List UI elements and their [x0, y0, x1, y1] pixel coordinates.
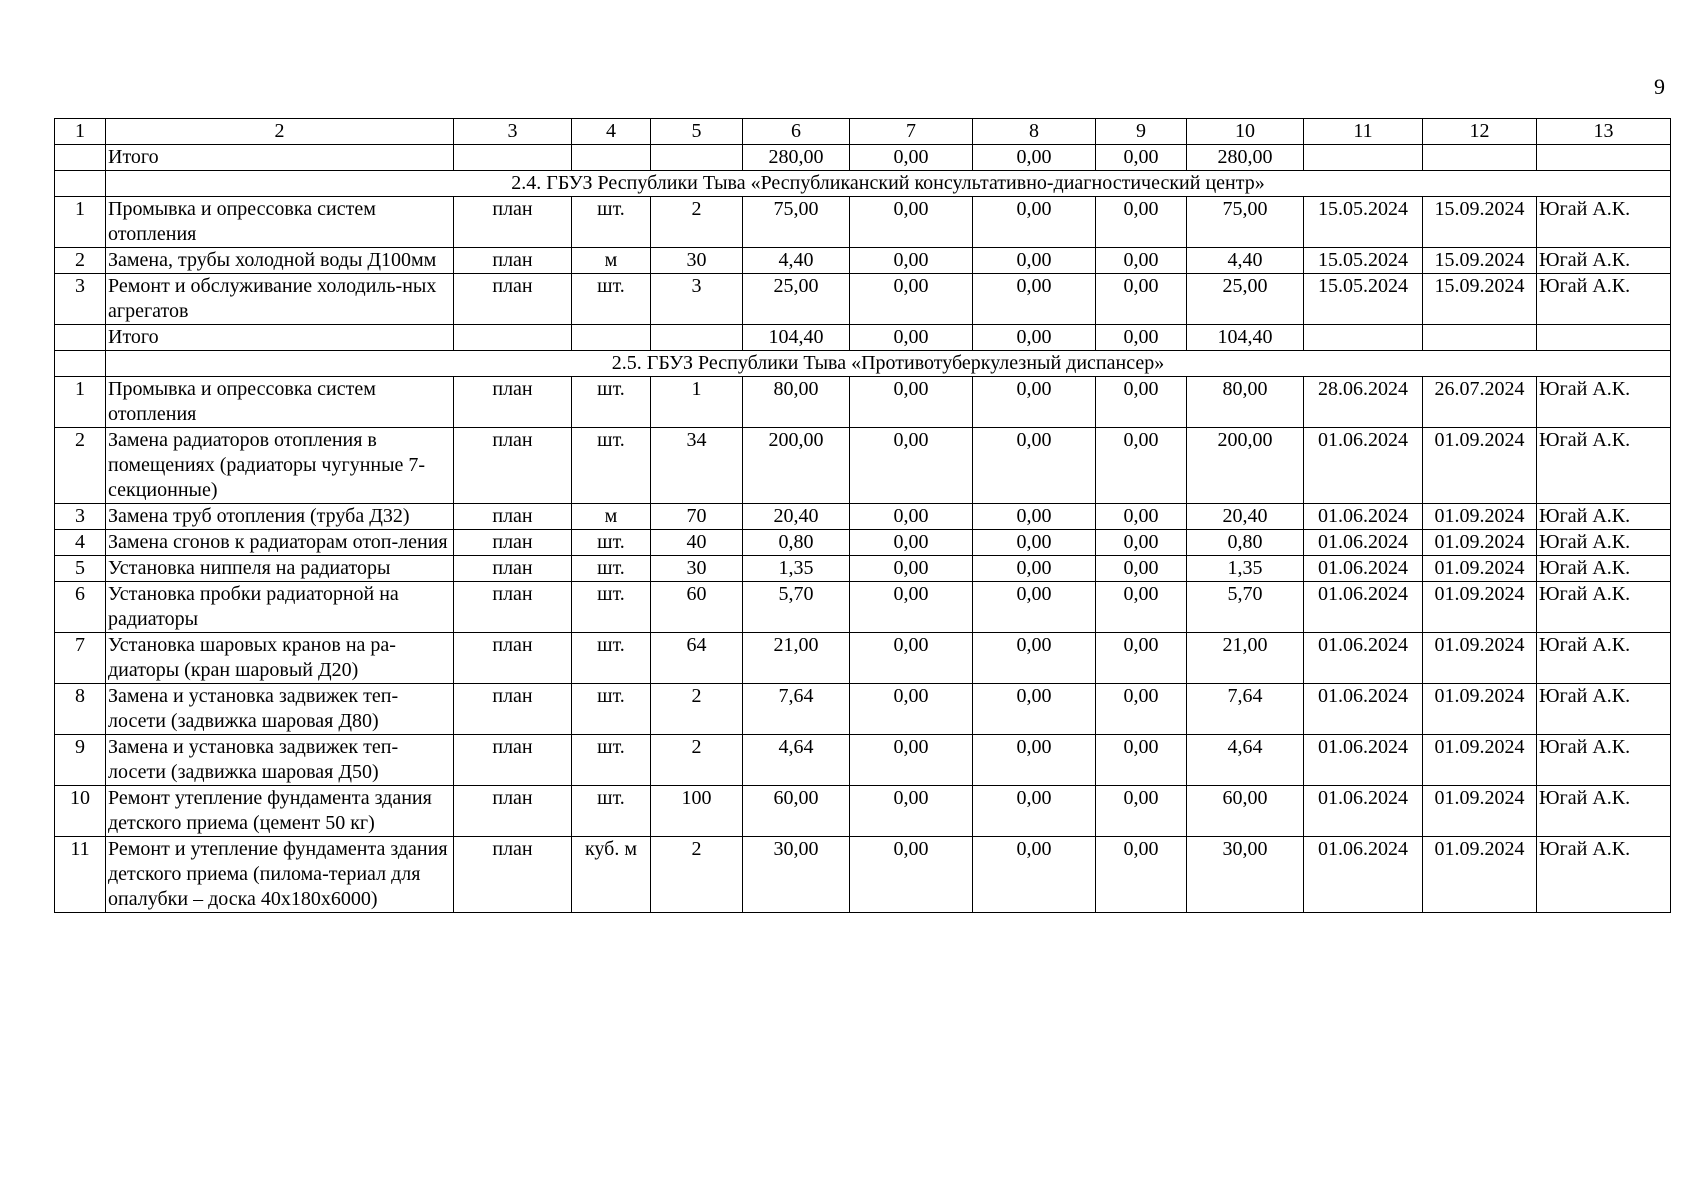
row-number: 6 — [55, 582, 106, 633]
plan-type: план — [454, 735, 572, 786]
amount-c7: 0,00 — [850, 735, 973, 786]
amount-c6: 1,35 — [743, 556, 850, 582]
amount-c7: 0,00 — [850, 582, 973, 633]
start-date: 28.06.2024 — [1304, 377, 1423, 428]
total-c7: 0,00 — [850, 325, 973, 351]
plan-type: план — [454, 837, 572, 913]
row-number: 8 — [55, 684, 106, 735]
section-title-2-5: 2.5. ГБУЗ Республики Тыва «Противотуберкулезный диспансер» — [106, 351, 1671, 377]
row-number: 11 — [55, 837, 106, 913]
amount-c9: 0,00 — [1096, 786, 1187, 837]
section-title-2-4: 2.4. ГБУЗ Республики Тыва «Республиканский консультативно-диагностический центр» — [106, 171, 1671, 197]
row-number: 10 — [55, 786, 106, 837]
work-name: Установка ниппеля на радиаторы — [106, 556, 454, 582]
quantity: 30 — [651, 556, 743, 582]
start-date: 15.05.2024 — [1304, 274, 1423, 325]
table-row — [55, 735, 1671, 786]
column-header: 7 — [850, 119, 973, 145]
responsible: Югай А.К. — [1537, 530, 1671, 556]
column-header: 10 — [1187, 119, 1304, 145]
amount-c6: 4,40 — [743, 248, 850, 274]
start-date: 15.05.2024 — [1304, 248, 1423, 274]
quantity: 100 — [651, 786, 743, 837]
amount-c7: 0,00 — [850, 837, 973, 913]
table-row — [55, 786, 1671, 837]
work-name: Промывка и опрессовка систем отопления — [106, 197, 454, 248]
work-name: Замена и установка задвижек теп-лосети (задвижка шаровая Д50) — [106, 735, 454, 786]
column-header: 2 — [106, 119, 454, 145]
amount-c9: 0,00 — [1096, 530, 1187, 556]
quantity: 3 — [651, 274, 743, 325]
work-name: Замена сгонов к радиаторам отоп-ления — [106, 530, 454, 556]
table-row — [55, 633, 1671, 684]
amount-c6: 21,00 — [743, 633, 850, 684]
column-header: 9 — [1096, 119, 1187, 145]
amount-c10: 60,00 — [1187, 786, 1304, 837]
amount-c10: 0,80 — [1187, 530, 1304, 556]
unit: м — [572, 504, 651, 530]
cell — [572, 145, 651, 171]
quantity: 2 — [651, 735, 743, 786]
total-c9: 0,00 — [1096, 145, 1187, 171]
amount-c8: 0,00 — [973, 786, 1096, 837]
work-name: Ремонт утепление фундамента здания детского приема (цемент 50 кг) — [106, 786, 454, 837]
plan-type: план — [454, 530, 572, 556]
column-header: 11 — [1304, 119, 1423, 145]
amount-c9: 0,00 — [1096, 504, 1187, 530]
table-row — [55, 530, 1671, 556]
amount-c8: 0,00 — [973, 197, 1096, 248]
quantity: 2 — [651, 197, 743, 248]
amount-c6: 80,00 — [743, 377, 850, 428]
amount-c7: 0,00 — [850, 248, 973, 274]
end-date: 26.07.2024 — [1423, 377, 1537, 428]
amount-c8: 0,00 — [973, 504, 1096, 530]
plan-type: план — [454, 197, 572, 248]
unit: шт. — [572, 530, 651, 556]
section-row-2-4 — [55, 171, 1671, 197]
amount-c8: 0,00 — [973, 248, 1096, 274]
row-number: 3 — [55, 504, 106, 530]
total-c9: 0,00 — [1096, 325, 1187, 351]
amount-c6: 5,70 — [743, 582, 850, 633]
end-date: 15.09.2024 — [1423, 248, 1537, 274]
amount-c10: 1,35 — [1187, 556, 1304, 582]
column-header: 5 — [651, 119, 743, 145]
cell — [1537, 145, 1671, 171]
total-label: Итого — [106, 325, 454, 351]
work-name: Замена радиаторов отопления в помещениях (радиаторы чугунные 7-секционные) — [106, 428, 454, 504]
row-number: 1 — [55, 377, 106, 428]
amount-c10: 75,00 — [1187, 197, 1304, 248]
row-number — [55, 171, 106, 197]
responsible: Югай А.К. — [1537, 735, 1671, 786]
amount-c10: 4,64 — [1187, 735, 1304, 786]
unit: шт. — [572, 556, 651, 582]
amount-c7: 0,00 — [850, 377, 973, 428]
amount-c7: 0,00 — [850, 786, 973, 837]
amount-c10: 7,64 — [1187, 684, 1304, 735]
plan-type: план — [454, 248, 572, 274]
end-date: 01.09.2024 — [1423, 837, 1537, 913]
unit: шт. — [572, 274, 651, 325]
row-number — [55, 325, 106, 351]
amount-c10: 5,70 — [1187, 582, 1304, 633]
total-c8: 0,00 — [973, 325, 1096, 351]
amount-c6: 60,00 — [743, 786, 850, 837]
table-row — [55, 556, 1671, 582]
amount-c6: 4,64 — [743, 735, 850, 786]
responsible: Югай А.К. — [1537, 556, 1671, 582]
unit: шт. — [572, 684, 651, 735]
table-row — [55, 504, 1671, 530]
responsible: Югай А.К. — [1537, 837, 1671, 913]
quantity: 64 — [651, 633, 743, 684]
amount-c8: 0,00 — [973, 582, 1096, 633]
start-date: 01.06.2024 — [1304, 633, 1423, 684]
amount-c8: 0,00 — [973, 428, 1096, 504]
amount-c10: 20,40 — [1187, 504, 1304, 530]
end-date: 01.09.2024 — [1423, 684, 1537, 735]
quantity: 34 — [651, 428, 743, 504]
quantity: 1 — [651, 377, 743, 428]
total-label: Итого — [106, 145, 454, 171]
table-row — [55, 377, 1671, 428]
end-date: 15.09.2024 — [1423, 274, 1537, 325]
amount-c6: 30,00 — [743, 837, 850, 913]
amount-c7: 0,00 — [850, 633, 973, 684]
start-date: 01.06.2024 — [1304, 582, 1423, 633]
amount-c6: 25,00 — [743, 274, 850, 325]
amount-c7: 0,00 — [850, 428, 973, 504]
row-number: 7 — [55, 633, 106, 684]
plan-type: план — [454, 504, 572, 530]
row-number: 5 — [55, 556, 106, 582]
amount-c8: 0,00 — [973, 377, 1096, 428]
cell — [454, 145, 572, 171]
quantity: 2 — [651, 837, 743, 913]
total-c10: 280,00 — [1187, 145, 1304, 171]
cell — [1537, 325, 1671, 351]
amount-c6: 7,64 — [743, 684, 850, 735]
amount-c7: 0,00 — [850, 274, 973, 325]
cell — [1304, 325, 1423, 351]
start-date: 01.06.2024 — [1304, 504, 1423, 530]
start-date: 01.06.2024 — [1304, 735, 1423, 786]
unit: м — [572, 248, 651, 274]
work-name: Установка шаровых кранов на ра-диаторы (кран шаровый Д20) — [106, 633, 454, 684]
start-date: 01.06.2024 — [1304, 530, 1423, 556]
table-body — [55, 119, 1671, 913]
unit: шт. — [572, 582, 651, 633]
quantity: 60 — [651, 582, 743, 633]
plan-type: план — [454, 633, 572, 684]
unit: шт. — [572, 633, 651, 684]
amount-c7: 0,00 — [850, 556, 973, 582]
start-date: 01.06.2024 — [1304, 684, 1423, 735]
plan-type: план — [454, 582, 572, 633]
total-c8: 0,00 — [973, 145, 1096, 171]
page-number: 9 — [1654, 74, 1665, 99]
amount-c7: 0,00 — [850, 197, 973, 248]
end-date: 01.09.2024 — [1423, 633, 1537, 684]
column-header: 12 — [1423, 119, 1537, 145]
amount-c8: 0,00 — [973, 530, 1096, 556]
amount-c8: 0,00 — [973, 684, 1096, 735]
plan-type: план — [454, 428, 572, 504]
amount-c9: 0,00 — [1096, 582, 1187, 633]
total-row — [55, 325, 1671, 351]
responsible: Югай А.К. — [1537, 274, 1671, 325]
end-date: 01.09.2024 — [1423, 504, 1537, 530]
row-number: 9 — [55, 735, 106, 786]
end-date: 01.09.2024 — [1423, 428, 1537, 504]
column-header: 3 — [454, 119, 572, 145]
cell — [1423, 145, 1537, 171]
work-name: Замена, трубы холодной воды Д100мм — [106, 248, 454, 274]
amount-c10: 200,00 — [1187, 428, 1304, 504]
unit: шт. — [572, 377, 651, 428]
amount-c9: 0,00 — [1096, 684, 1187, 735]
amount-c9: 0,00 — [1096, 248, 1187, 274]
end-date: 01.09.2024 — [1423, 556, 1537, 582]
total-c6: 280,00 — [743, 145, 850, 171]
total-c7: 0,00 — [850, 145, 973, 171]
start-date: 01.06.2024 — [1304, 786, 1423, 837]
end-date: 01.09.2024 — [1423, 735, 1537, 786]
start-date: 15.05.2024 — [1304, 197, 1423, 248]
amount-c7: 0,00 — [850, 684, 973, 735]
total-c10: 104,40 — [1187, 325, 1304, 351]
table-row — [55, 274, 1671, 325]
amount-c9: 0,00 — [1096, 633, 1187, 684]
amount-c10: 25,00 — [1187, 274, 1304, 325]
plan-type: план — [454, 684, 572, 735]
end-date: 01.09.2024 — [1423, 582, 1537, 633]
end-date: 15.09.2024 — [1423, 197, 1537, 248]
quantity: 2 — [651, 684, 743, 735]
unit: куб. м — [572, 837, 651, 913]
amount-c10: 4,40 — [1187, 248, 1304, 274]
row-number — [55, 145, 106, 171]
amount-c8: 0,00 — [973, 556, 1096, 582]
cell — [454, 325, 572, 351]
responsible: Югай А.К. — [1537, 633, 1671, 684]
amount-c8: 0,00 — [973, 274, 1096, 325]
work-name: Ремонт и обслуживание холодиль-ных агрегатов — [106, 274, 454, 325]
plan-table — [54, 118, 1671, 913]
cell — [1304, 145, 1423, 171]
section-row-2-5 — [55, 351, 1671, 377]
row-number: 4 — [55, 530, 106, 556]
column-number-row — [55, 119, 1671, 145]
start-date: 01.06.2024 — [1304, 428, 1423, 504]
column-header: 8 — [973, 119, 1096, 145]
quantity: 70 — [651, 504, 743, 530]
plan-type: план — [454, 556, 572, 582]
amount-c8: 0,00 — [973, 735, 1096, 786]
work-name: Промывка и опрессовка систем отопления — [106, 377, 454, 428]
amount-c10: 30,00 — [1187, 837, 1304, 913]
row-number: 1 — [55, 197, 106, 248]
row-number: 2 — [55, 248, 106, 274]
plan-type: план — [454, 786, 572, 837]
responsible: Югай А.К. — [1537, 428, 1671, 504]
amount-c8: 0,00 — [973, 633, 1096, 684]
amount-c9: 0,00 — [1096, 837, 1187, 913]
cell — [651, 145, 743, 171]
start-date: 01.06.2024 — [1304, 837, 1423, 913]
amount-c9: 0,00 — [1096, 197, 1187, 248]
work-name: Замена труб отопления (труба Д32) — [106, 504, 454, 530]
responsible: Югай А.К. — [1537, 248, 1671, 274]
row-number: 3 — [55, 274, 106, 325]
table-row — [55, 837, 1671, 913]
unit: шт. — [572, 735, 651, 786]
plan-type: план — [454, 274, 572, 325]
responsible: Югай А.К. — [1537, 786, 1671, 837]
table-row — [55, 197, 1671, 248]
amount-c9: 0,00 — [1096, 428, 1187, 504]
amount-c7: 0,00 — [850, 530, 973, 556]
quantity: 40 — [651, 530, 743, 556]
column-header: 6 — [743, 119, 850, 145]
unit: шт. — [572, 786, 651, 837]
responsible: Югай А.К. — [1537, 377, 1671, 428]
cell — [1423, 325, 1537, 351]
amount-c10: 21,00 — [1187, 633, 1304, 684]
work-name: Замена и установка задвижек теп-лосети (задвижка шаровая Д80) — [106, 684, 454, 735]
amount-c9: 0,00 — [1096, 377, 1187, 428]
cell — [572, 325, 651, 351]
table-row — [55, 684, 1671, 735]
unit: шт. — [572, 428, 651, 504]
amount-c7: 0,00 — [850, 504, 973, 530]
table-row — [55, 582, 1671, 633]
plan-type: план — [454, 377, 572, 428]
amount-c6: 0,80 — [743, 530, 850, 556]
table-row — [55, 248, 1671, 274]
end-date: 01.09.2024 — [1423, 530, 1537, 556]
start-date: 01.06.2024 — [1304, 556, 1423, 582]
amount-c10: 80,00 — [1187, 377, 1304, 428]
responsible: Югай А.К. — [1537, 582, 1671, 633]
total-c6: 104,40 — [743, 325, 850, 351]
total-row — [55, 145, 1671, 171]
cell — [651, 325, 743, 351]
end-date: 01.09.2024 — [1423, 786, 1537, 837]
amount-c9: 0,00 — [1096, 274, 1187, 325]
column-header: 1 — [55, 119, 106, 145]
amount-c8: 0,00 — [973, 837, 1096, 913]
amount-c9: 0,00 — [1096, 556, 1187, 582]
column-header: 4 — [572, 119, 651, 145]
amount-c6: 75,00 — [743, 197, 850, 248]
work-name: Ремонт и утепление фундамента здания детского приема (пилома-териал для опалубки – доска 40х180х6000) — [106, 837, 454, 913]
amount-c6: 20,40 — [743, 504, 850, 530]
amount-c6: 200,00 — [743, 428, 850, 504]
row-number: 2 — [55, 428, 106, 504]
amount-c9: 0,00 — [1096, 735, 1187, 786]
responsible: Югай А.К. — [1537, 504, 1671, 530]
column-header: 13 — [1537, 119, 1671, 145]
table-row — [55, 428, 1671, 504]
unit: шт. — [572, 197, 651, 248]
work-name: Установка пробки радиаторной на радиаторы — [106, 582, 454, 633]
row-number — [55, 351, 106, 377]
responsible: Югай А.К. — [1537, 684, 1671, 735]
responsible: Югай А.К. — [1537, 197, 1671, 248]
quantity: 30 — [651, 248, 743, 274]
